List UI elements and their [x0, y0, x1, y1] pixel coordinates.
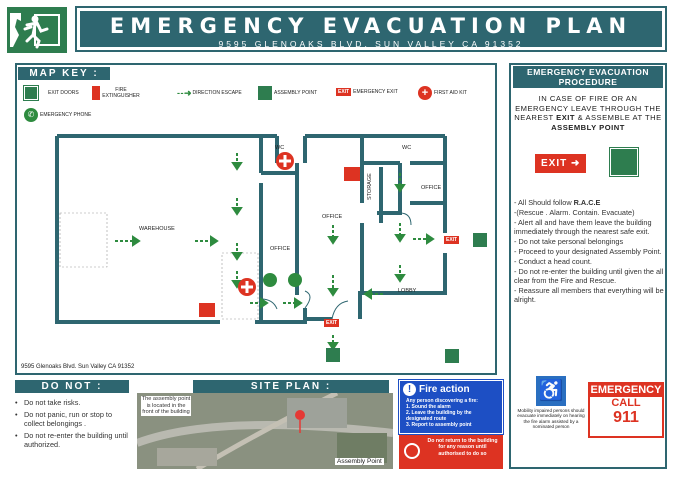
site-plan-assembly-label: Assembly Point — [337, 458, 382, 465]
room-lobby: LOBBY — [398, 288, 417, 294]
emergency-exit-sign-icon: EXIT — [338, 89, 350, 95]
procedure-step: - Do not re-enter the building until given the all clear from the Fire and Rescue. — [514, 267, 664, 285]
race-line — [514, 198, 664, 207]
emergency-call-sign — [588, 382, 664, 438]
assembly-point-sign-icon — [610, 148, 638, 176]
key-label-first-aid: FIRST AID KIT — [434, 90, 467, 96]
emergency-call-line1: EMERGENCY — [590, 384, 662, 396]
page-title: EMERGENCY EVACUATION PLAN — [109, 14, 633, 38]
race-words: -(Rescue . Alarm. Contain. Evacuate) — [514, 208, 635, 217]
fire-action-body — [400, 398, 502, 428]
race-word-alarm: Alarm — [549, 208, 569, 217]
do-not-title: DO NOT : — [15, 380, 129, 393]
room-storage: STORAGE — [367, 173, 373, 200]
wheelchair-icon: ♿ — [536, 376, 566, 406]
room-wc-2: WC — [402, 145, 412, 151]
no-entry-icon — [404, 443, 420, 459]
room-wc-1: WC — [275, 145, 285, 151]
do-not-item: • Do not panic, run or stop to collect belongings . — [14, 410, 134, 428]
key-label-assembly-point: ASSEMBLY POINT — [274, 90, 318, 96]
procedure-title-line1: EMERGENCY EVACUATION — [527, 67, 649, 77]
mobility-notice — [515, 376, 587, 442]
intro-assembly-point: ASSEMBLY POINT — [551, 122, 625, 132]
floor-plan-address: 9595 Glenoaks Blvd. Sun Valley CA 91352 — [21, 364, 135, 370]
procedure-step: - Do not take personal belongings — [514, 237, 624, 246]
fire-action-step: 1. Sound the alarm — [406, 404, 451, 410]
emergency-exit-logo — [6, 6, 66, 52]
intro-text-after: & ASSEMBLE AT THE — [575, 113, 662, 122]
procedure-step: - Alert all and have them leave the building immediately through the nearest safe exit. — [514, 218, 652, 236]
floor-plan — [15, 63, 497, 375]
procedure-title-line2: PROCEDURE — [558, 77, 618, 87]
mobility-note: Mobility impaired persons should evacuate immediately on hearing the fire alarm assisted by a nominated person — [517, 408, 585, 430]
procedure-step: - Reassure all members that everything will be alright. — [514, 286, 664, 304]
key-label-exit-doors: EXIT DOORS — [48, 90, 79, 96]
procedure-steps — [514, 198, 664, 305]
do-not-list — [14, 398, 134, 452]
room-office-3: OFFICE — [421, 185, 442, 191]
exit-arrow-sign-label: EXIT — [541, 158, 568, 169]
procedure-intro — [513, 94, 663, 132]
emergency-call-line2: CALL — [611, 397, 641, 409]
room-office-2: OFFICE — [322, 214, 343, 220]
exit-sign-bottom: EXIT — [326, 320, 338, 326]
fire-warning-text: Do not return to the building for any reason until authorised to do so — [427, 438, 498, 457]
fire-action-step: 2. Leave the building by the designated route — [406, 410, 472, 422]
fire-warning-box — [399, 435, 503, 469]
exit-sign-right: EXIT — [446, 237, 458, 243]
intro-exit-word: EXIT — [556, 113, 576, 122]
race-word-contain: Contain — [572, 208, 598, 217]
intro-text: IN CASE OF FIRE OR AN EMERGENCY LEAVE THROUGH THE NEAREST — [514, 94, 661, 122]
header-banner — [75, 6, 667, 52]
map-key-title: MAP KEY : — [18, 67, 110, 80]
race-prefix: - All Should follow — [514, 198, 574, 207]
emergency-call-number: 911 — [613, 409, 639, 426]
race-word-rescue: Rescue — [518, 208, 544, 217]
phone-icon: ✆ — [24, 108, 38, 122]
direction-arrow-icon: - - ➜ — [177, 88, 191, 98]
do-not-item: • Do not re-enter the building until authorized. — [14, 431, 134, 449]
room-office-1: OFFICE — [270, 246, 291, 252]
race-acronym: R.A.C.E — [573, 198, 601, 207]
fire-action-header — [400, 381, 502, 398]
key-label-fire-extinguisher: FIRE EXTINGUISHER — [102, 87, 140, 99]
first-aid-icon: + — [418, 86, 432, 100]
fire-action-title: Fire action — [419, 384, 470, 395]
race-word-evacuate: Evacuate — [601, 208, 633, 217]
procedure-title — [513, 66, 663, 88]
do-not-item: • Do not take risks. — [14, 398, 134, 407]
key-label-emergency-exit: EMERGENCY EXIT — [353, 89, 398, 95]
room-warehouse: WAREHOUSE — [139, 226, 175, 232]
fire-action-box — [399, 380, 503, 434]
site-plan-title: SITE PLAN : — [193, 380, 389, 393]
key-label-emergency-phone: EMERGENCY PHONE — [40, 112, 92, 118]
page-subtitle-address: 9595 GLENOAKS BLVD. SUN VALLEY CA 91352 — [218, 39, 524, 49]
procedure-step: - Conduct a head count. — [514, 257, 592, 266]
info-icon: ! — [403, 383, 416, 396]
key-label-direction-escape: DIRECTION ESCAPE — [192, 90, 242, 96]
fire-action-step: 3. Report to assembly point — [406, 422, 472, 428]
exit-arrow-sign: EXIT ➜ — [535, 154, 586, 173]
fire-action-lead: Any person discovering a fire: — [406, 398, 478, 404]
site-plan-callout: The assembly point is located in the front of the building — [141, 396, 191, 415]
procedure-step: - Proceed to your designated Assembly Point. — [514, 247, 662, 256]
